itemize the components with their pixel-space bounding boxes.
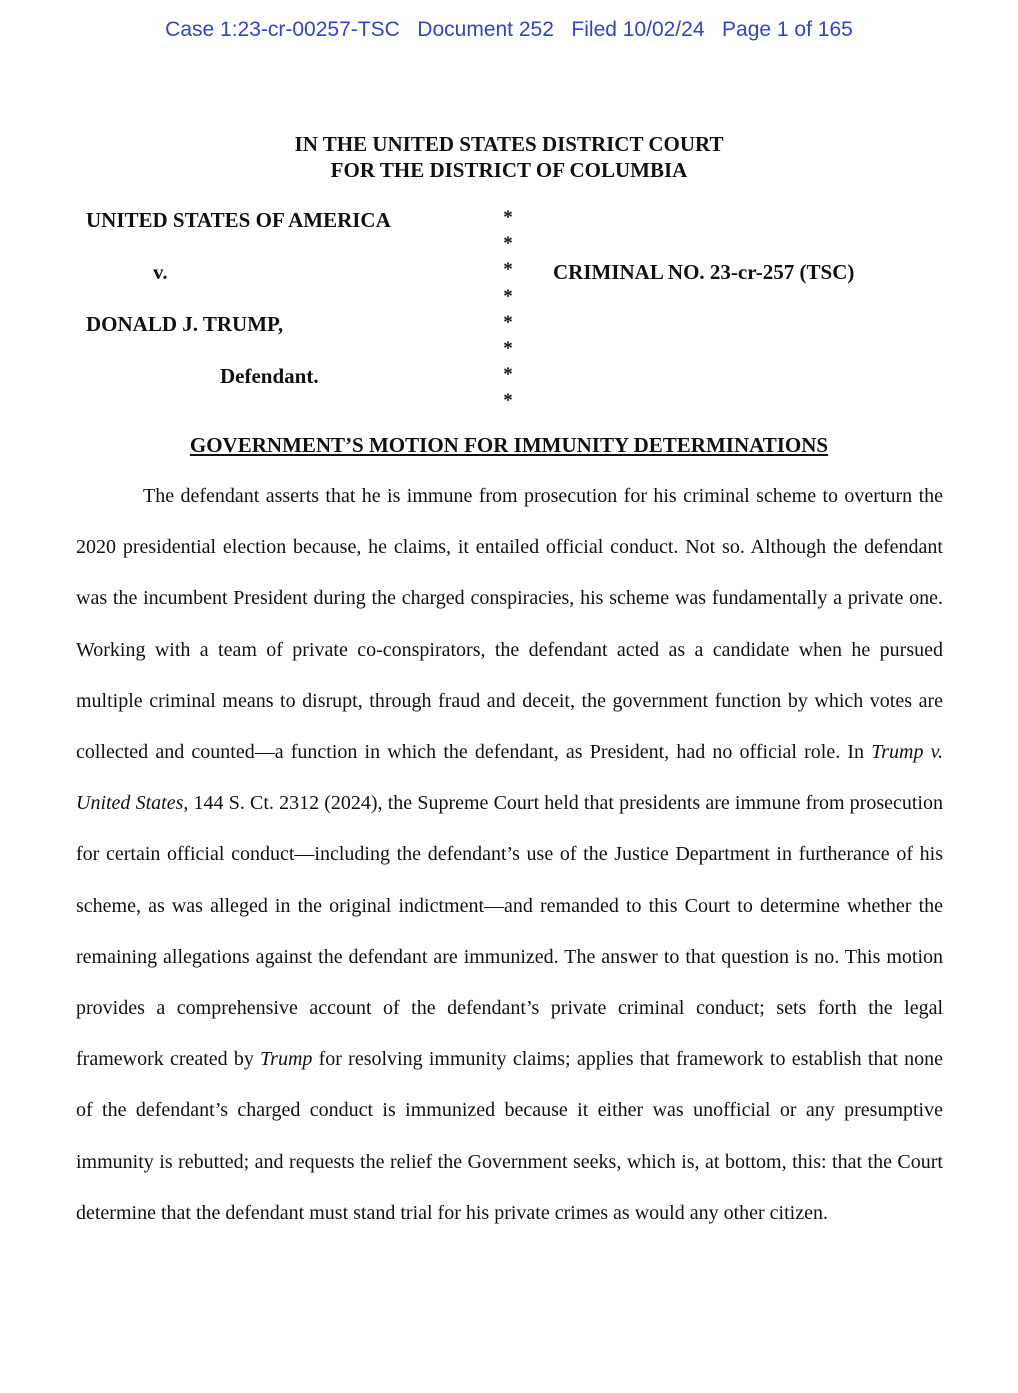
- caption-star: *: [503, 285, 513, 307]
- body-text-part-3: for resolving immunity claims; applies that framework to establish that none of the defendant’s charged conduct is immunized because it either was unofficial or any presumptive immunity is rebutted; and requests the relief the Government seeks, which is, at bottom, this: that the Court determine that the defendant must stand trial for his private crimes as would any other citizen.: [76, 1048, 944, 1224]
- case-citation-italic: Trump v. United States: [76, 741, 944, 815]
- ecf-document-number: Document 252: [417, 18, 554, 41]
- ecf-page-count: Page 1 of 165: [722, 18, 853, 41]
- ecf-filed-date: Filed 10/02/24: [571, 18, 705, 41]
- ecf-case-number: Case 1:23-cr-00257-TSC: [165, 18, 400, 41]
- caption-star: *: [503, 259, 513, 281]
- caption-defendant-name: DONALD J. TRUMP,: [86, 312, 284, 336]
- caption-star: *: [503, 207, 513, 228]
- caption-star: *: [503, 311, 513, 333]
- caption-defendant-label: Defendant.: [220, 364, 319, 388]
- court-heading: [0, 131, 1018, 183]
- caption-plaintiff: UNITED STATES OF AMERICA: [86, 208, 391, 232]
- caption-case-number: CRIMINAL NO. 23-cr-257 (TSC): [553, 260, 855, 284]
- trump-italic: Trump: [260, 1048, 313, 1071]
- caption-star: *: [503, 338, 513, 360]
- court-name-line: IN THE UNITED STATES DISTRICT COURT: [294, 132, 724, 156]
- court-district-line: FOR THE DISTRICT OF COLUMBIA: [330, 158, 688, 182]
- ecf-header: [0, 18, 1018, 42]
- caption-star: *: [503, 364, 513, 386]
- body-text-part-1: The defendant asserts that he is immune from prosecution for his criminal scheme to overturn the 2020 presidential election because, he claims, it entailed official conduct. Not so. Although the defendant was the incumbent President during the charged conspiracies, his scheme was fundamentally a private one. Working with a team of private co-conspirators, the defendant acted as a candidate when he pursued multiple criminal means to disrupt, through fraud and deceit, the government function by which votes are collected and counted—a function in which the defendant, as President, had no official role. In: [76, 485, 943, 764]
- caption-versus: v.: [153, 260, 168, 284]
- body-paragraph: [76, 471, 943, 1239]
- motion-title: GOVERNMENT’S MOTION FOR IMMUNITY DETERMINATIONS: [189, 433, 829, 457]
- body-text-part-2: , 144 S. Ct. 2312 (2024), the Supreme Court held that presidents are immune from prosecution for certain official conduct—including the defendant’s use of the Justice Department in furtherance of his scheme, as was alleged in the original indictment—and remanded to this Court to determine whether the remaining allegations against the defendant are immunized. The answer to that question is no. This motion provides a comprehensive account of the defendant’s private criminal conduct; sets forth the legal framework created by: [76, 792, 943, 1071]
- caption-star-column: [500, 205, 516, 415]
- caption-star: *: [503, 233, 513, 255]
- caption-star: *: [503, 390, 513, 412]
